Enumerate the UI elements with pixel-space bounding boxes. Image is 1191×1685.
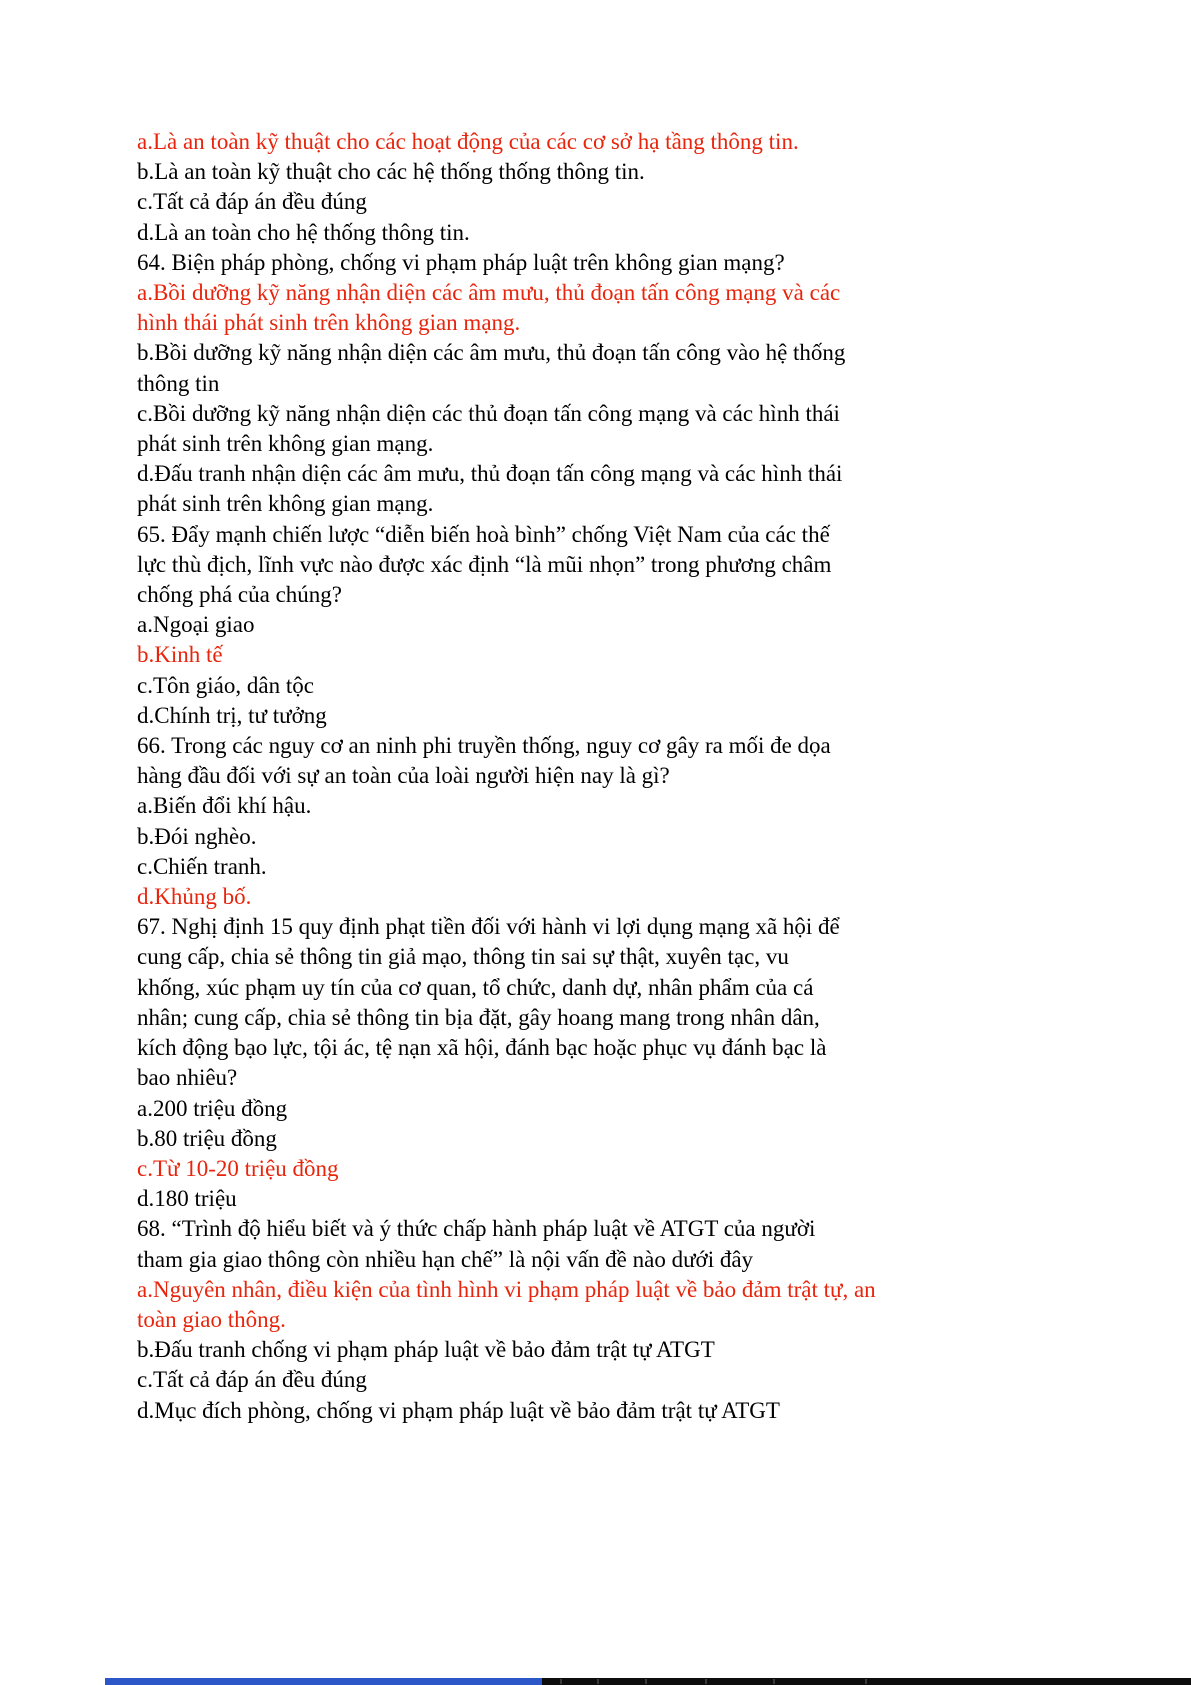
- text-line: d.Khủng bố.: [137, 884, 252, 910]
- bottom-bar-accent-segment: [105, 1678, 542, 1685]
- text-line: nhân; cung cấp, chia sẻ thông tin bịa đặt, gây hoang mang trong nhân dân,: [137, 1004, 820, 1030]
- text-line: hàng đầu đối với sự an toàn của loài người hiện nay là gì?: [137, 763, 670, 789]
- text-line: a.Ngoại giao: [137, 612, 255, 638]
- text-line: c.Tôn giáo, dân tộc: [137, 672, 314, 698]
- text-line: c.Tất cả đáp án đều đúng: [137, 1367, 367, 1393]
- text-line: tham gia giao thông còn nhiều hạn chế” là nội vấn đề nào dưới đây: [137, 1246, 754, 1272]
- text-line: b.Đấu tranh chống vi phạm pháp luật về bảo đảm trật tự ATGT: [137, 1337, 715, 1363]
- text-line: 66. Trong các nguy cơ an ninh phi truyền thống, nguy cơ gây ra mối đe dọa: [137, 733, 831, 759]
- text-line: toàn giao thông.: [137, 1306, 286, 1332]
- text-line: kích động bạo lực, tội ác, tệ nạn xã hội, đánh bạc hoặc phục vụ đánh bạc là: [137, 1035, 827, 1061]
- text-line: 65. Đẩy mạnh chiến lược “diễn biến hoà bình” chống Việt Nam của các thế: [137, 521, 830, 547]
- text-line: 67. Nghị định 15 quy định phạt tiền đối với hành vi lợi dụng mạng xã hội để: [137, 914, 840, 940]
- text-line: a.Biến đổi khí hậu.: [137, 793, 312, 819]
- text-line: a.200 triệu đồng: [137, 1095, 288, 1121]
- text-line: d.Chính trị, tư tưởng: [137, 702, 327, 728]
- bottom-bar-separator: [560, 1679, 562, 1684]
- bottom-bar-separator: [773, 1679, 775, 1684]
- bottom-bar-separator: [597, 1679, 599, 1684]
- bottom-bar-separator: [865, 1679, 867, 1684]
- text-line: chống phá của chúng?: [137, 582, 343, 608]
- text-line: d.Đấu tranh nhận diện các âm mưu, thủ đoạn tấn công mạng và các hình thái: [137, 461, 843, 487]
- text-line: d.Là an toàn cho hệ thống thông tin.: [137, 219, 470, 245]
- bottom-bar: [105, 1678, 1191, 1685]
- text-line: b.Bồi dưỡng kỹ năng nhận diện các âm mưu, thủ đoạn tấn công vào hệ thống: [137, 340, 846, 366]
- text-line: b.Đói nghèo.: [137, 823, 257, 849]
- text-line: phát sinh trên không gian mạng.: [137, 491, 434, 517]
- bottom-bar-separator: [645, 1679, 647, 1684]
- text-line: b.Là an toàn kỹ thuật cho các hệ thống thống thông tin.: [137, 159, 645, 185]
- text-line: thông tin: [137, 370, 220, 396]
- text-line: cung cấp, chia sẻ thông tin giả mạo, thông tin sai sự thật, xuyên tạc, vu: [137, 944, 789, 970]
- text-line: bao nhiêu?: [137, 1065, 238, 1091]
- text-line: a.Là an toàn kỹ thuật cho các hoạt động của các cơ sở hạ tầng thông tin.: [137, 129, 799, 154]
- text-line: 68. “Trình độ hiểu biết và ý thức chấp hành pháp luật về ATGT của người: [137, 1216, 816, 1242]
- text-line: 64. Biện pháp phòng, chống vi phạm pháp luật trên không gian mạng?: [137, 249, 785, 275]
- text-line: phát sinh trên không gian mạng.: [137, 431, 434, 457]
- text-line: d.180 triệu: [137, 1186, 237, 1212]
- text-line: c.Chiến tranh.: [137, 853, 267, 879]
- text-line: a.Bồi dưỡng kỹ năng nhận diện các âm mưu, thủ đoạn tấn công mạng và các: [137, 280, 841, 306]
- text-line: lực thù địch, lĩnh vực nào được xác định “là mũi nhọn” trong phương châm: [137, 551, 832, 577]
- text-line: hình thái phát sinh trên không gian mạng.: [137, 310, 521, 336]
- bottom-bar-separator: [705, 1679, 707, 1684]
- text-line: c.Tất cả đáp án đều đúng: [137, 189, 367, 215]
- text-line: c.Từ 10-20 triệu đồng: [137, 1155, 339, 1181]
- text-line: b.80 triệu đồng: [137, 1125, 277, 1151]
- document-body: [137, 127, 1097, 1426]
- text-line: c.Bồi dưỡng kỹ năng nhận diện các thủ đoạn tấn công mạng và các hình thái: [137, 400, 840, 426]
- text-line: d.Mục đích phòng, chống vi phạm pháp luật về bảo đảm trật tự ATGT: [137, 1397, 780, 1423]
- text-line: a.Nguyên nhân, điều kiện của tình hình vi phạm pháp luật về bảo đảm trật tự, an: [137, 1276, 876, 1302]
- text-line: b.Kinh tế: [137, 642, 223, 668]
- text-line: khống, xúc phạm uy tín của cơ quan, tổ chức, danh dự, nhân phẩm của cá: [137, 974, 814, 1000]
